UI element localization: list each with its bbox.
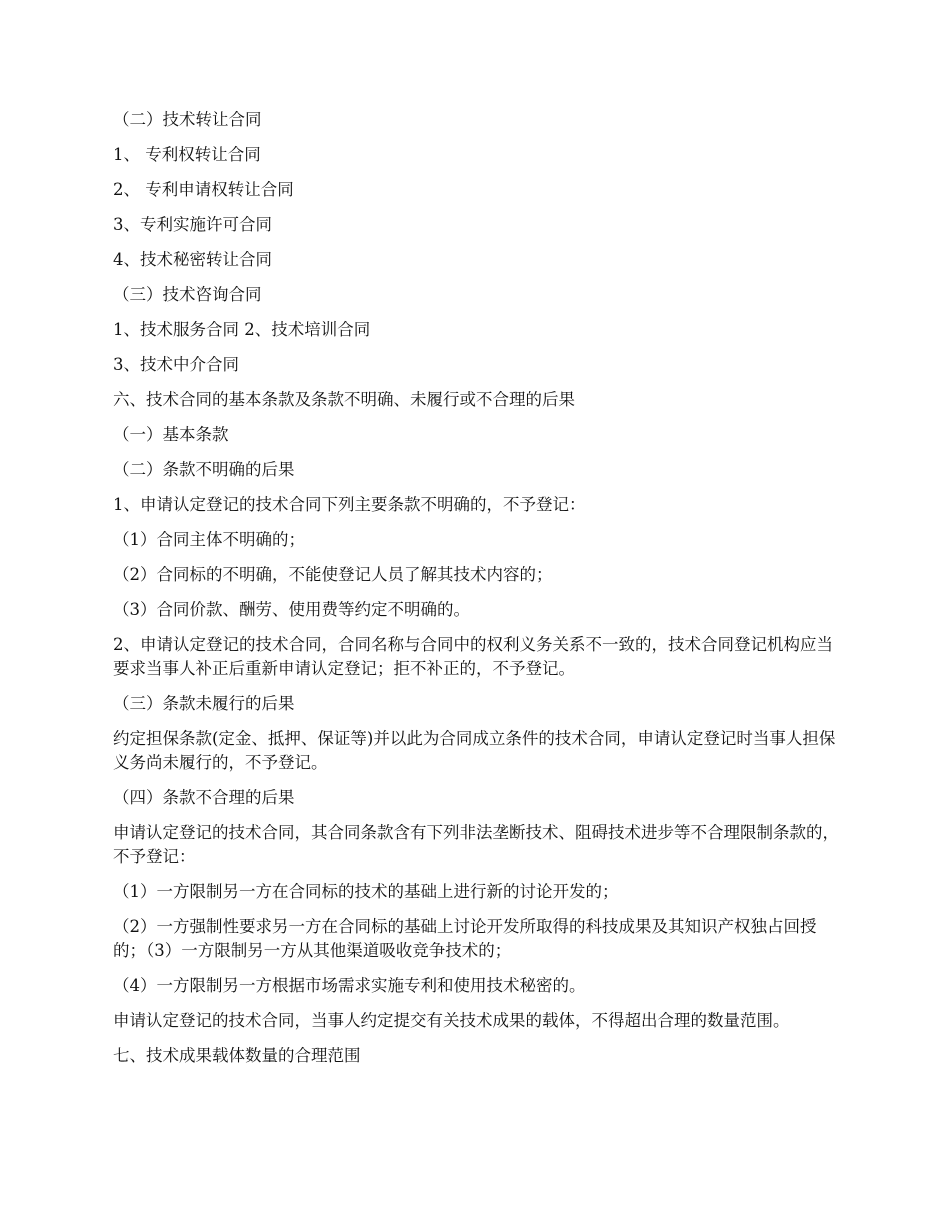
section-heading-unreasonable-terms: （四）条款不合理的后果	[113, 788, 295, 807]
body-paragraph: 申请认定登记的技术合同，当事人约定提交有关技术成果的载体，不得超出合理的数量范围。	[113, 1011, 790, 1030]
list-item: （2）一方强制性要求另一方在合同标的基础上讨论开发所取得的科技成果及其知识产权独占回授的；（3）一方限制另一方从其他渠道吸收竞争技术的；	[113, 917, 817, 960]
document-body	[113, 108, 841, 1079]
body-paragraph: 2、申请认定登记的技术合同，合同名称与合同中的权利义务关系不一致的，技术合同登记机构应当要求当事人补正后重新申请认定登记；拒不补正的，不予登记。	[113, 635, 833, 678]
list-item: （3）合同价款、酬劳、使用费等约定不明确的。	[113, 600, 470, 619]
chapter-heading-seven: 七、技术成果载体数量的合理范围	[113, 1046, 361, 1065]
section-heading-basic-terms: （一）基本条款	[113, 425, 229, 444]
section-heading-unclear-terms: （二）条款不明确的后果	[113, 460, 295, 479]
list-item: 2、 专利申请权转让合同	[113, 180, 294, 199]
section-heading-tech-consulting: （三）技术咨询合同	[113, 285, 262, 304]
section-heading-unfulfilled-terms: （三）条款未履行的后果	[113, 694, 295, 713]
list-item: （1）一方限制另一方在合同标的技术的基础上进行新的讨论开发的；	[113, 882, 619, 901]
body-paragraph: 约定担保条款(定金、抵押、保证等)并以此为合同成立条件的技术合同，申请认定登记时当事人担保义务尚未履行的，不予登记。	[113, 729, 836, 772]
list-item: 1、技术服务合同 2、技术培训合同	[113, 320, 371, 339]
list-item: 4、技术秘密转让合同	[113, 250, 272, 269]
list-item: （2）合同标的不明确，不能使登记人员了解其技术内容的；	[113, 565, 553, 584]
section-heading-tech-transfer: （二）技术转让合同	[113, 110, 262, 129]
list-item: 1、 专利权转让合同	[113, 145, 261, 164]
list-item: （1）合同主体不明确的；	[113, 530, 305, 549]
list-item: （4）一方限制另一方根据市场需求实施专利和使用技术秘密的。	[113, 976, 586, 995]
body-paragraph: 1、申请认定登记的技术合同下列主要条款不明确的，不予登记：	[113, 495, 586, 514]
list-item: 3、专利实施许可合同	[113, 215, 272, 234]
chapter-heading-six: 六、技术合同的基本条款及条款不明确、未履行或不合理的后果	[113, 390, 575, 409]
body-paragraph: 申请认定登记的技术合同，其合同条款含有下列非法垄断技术、阻碍技术进步等不合理限制条款的，不予登记：	[113, 823, 839, 866]
list-item: 3、技术中介合同	[113, 355, 239, 374]
